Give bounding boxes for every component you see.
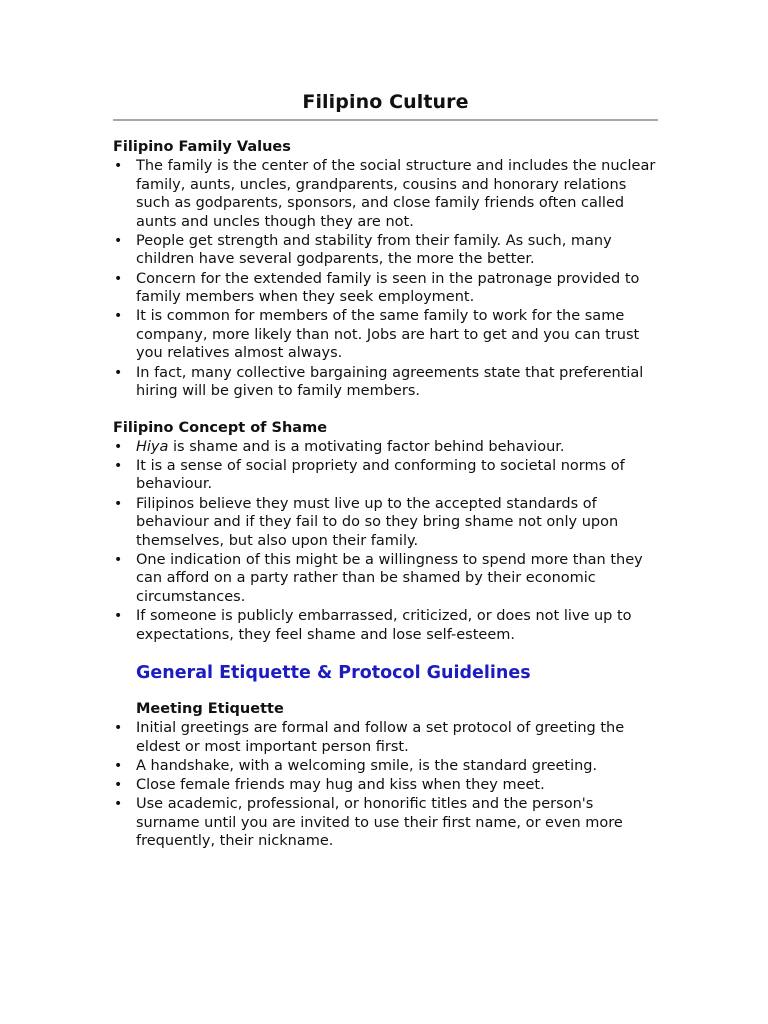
- list-item: [113, 776, 658, 795]
- etiquette-heading: General Etiquette & Protocol Guidelines: [136, 663, 531, 684]
- bullet-icon: •: [114, 777, 123, 794]
- bullet-icon: •: [114, 232, 123, 249]
- bullet-icon: •: [114, 438, 123, 455]
- list-item: [113, 438, 658, 457]
- list-item: [113, 719, 658, 756]
- bullet-icon: •: [114, 796, 123, 813]
- list-item: [113, 364, 658, 401]
- list-item-text: It is common for members of the same family to work for the same company, more likely than not. Jobs are hart to get and you can trust you relatives almost always.: [136, 308, 640, 362]
- bullet-icon: •: [114, 270, 123, 287]
- list-item-text: Filipinos believe they must live up to the accepted standards of behaviour and if they fail to do so they bring shame not only upon themselves, but also upon their family.: [136, 495, 619, 549]
- bullet-icon: •: [114, 308, 123, 325]
- list-item: [113, 307, 658, 363]
- bullet-icon: •: [114, 158, 123, 174]
- section-heading-concept-of-shame: Filipino Concept of Shame: [113, 419, 328, 436]
- bullet-icon: •: [114, 457, 123, 474]
- list-item: [113, 795, 658, 851]
- list-item: [113, 607, 658, 644]
- list-item-text: Use academic, professional, or honorific titles and the person's surname until you are invited to use their first name, or even more frequently, their nickname.: [136, 796, 623, 850]
- family-values-list: [113, 157, 658, 401]
- bullet-icon: •: [114, 495, 123, 512]
- page-title: Filipino Culture: [302, 91, 469, 113]
- italic-term: Hiya: [136, 438, 169, 455]
- list-item-text: If someone is publicly embarrassed, criticized, or does not live up to expectations, they feel shame and lose self-esteem.: [136, 608, 632, 643]
- list-item-text: A handshake, with a welcoming smile, is the standard greeting.: [136, 757, 598, 774]
- section-heading-family-values: Filipino Family Values: [113, 139, 291, 155]
- document-page: [113, 88, 658, 851]
- list-item-text: One indication of this might be a willingness to spend more than they can afford on a party rather than be shamed by their economic circumstances.: [136, 551, 643, 605]
- meeting-etiquette-heading: Meeting Etiquette: [136, 701, 284, 718]
- bullet-icon: •: [114, 608, 123, 625]
- list-item: [113, 270, 658, 307]
- list-item-text: People get strength and stability from their family. As such, many children have several godparents, the more the better.: [136, 232, 612, 268]
- bullet-icon: •: [114, 551, 123, 568]
- bullet-icon: •: [114, 364, 123, 381]
- list-item-text: Initial greetings are formal and follow a set protocol of greeting the eldest or most important person first.: [136, 720, 625, 755]
- list-item: [113, 232, 658, 269]
- meeting-etiquette-list: [113, 719, 658, 851]
- list-item: [113, 157, 658, 231]
- bullet-icon: •: [114, 757, 123, 774]
- list-item-text: is shame and is a motivating factor behind behaviour.: [168, 438, 565, 455]
- list-item: [113, 757, 658, 776]
- bullet-icon: •: [114, 720, 123, 737]
- list-item-text: In fact, many collective bargaining agreements state that preferential hiring will be given to family members.: [136, 364, 644, 400]
- list-item-text: The family is the center of the social structure and includes the nuclear family, aunts, uncles, grandparents, cousins and honorary relations such as godparents, sponsors, and close family friends often called aunts and uncles though they are not.: [136, 158, 656, 230]
- title-divider: [113, 119, 658, 121]
- list-item: [113, 551, 658, 607]
- list-item-text: Concern for the extended family is seen in the patronage provided to family members when they seek employment.: [136, 270, 640, 306]
- concept-of-shame-list: [113, 438, 658, 645]
- list-item-text: It is a sense of social propriety and conforming to societal norms of behaviour.: [136, 457, 625, 493]
- list-item: [113, 495, 658, 551]
- list-item: [113, 457, 658, 494]
- list-item-text: Close female friends may hug and kiss when they meet.: [136, 777, 545, 794]
